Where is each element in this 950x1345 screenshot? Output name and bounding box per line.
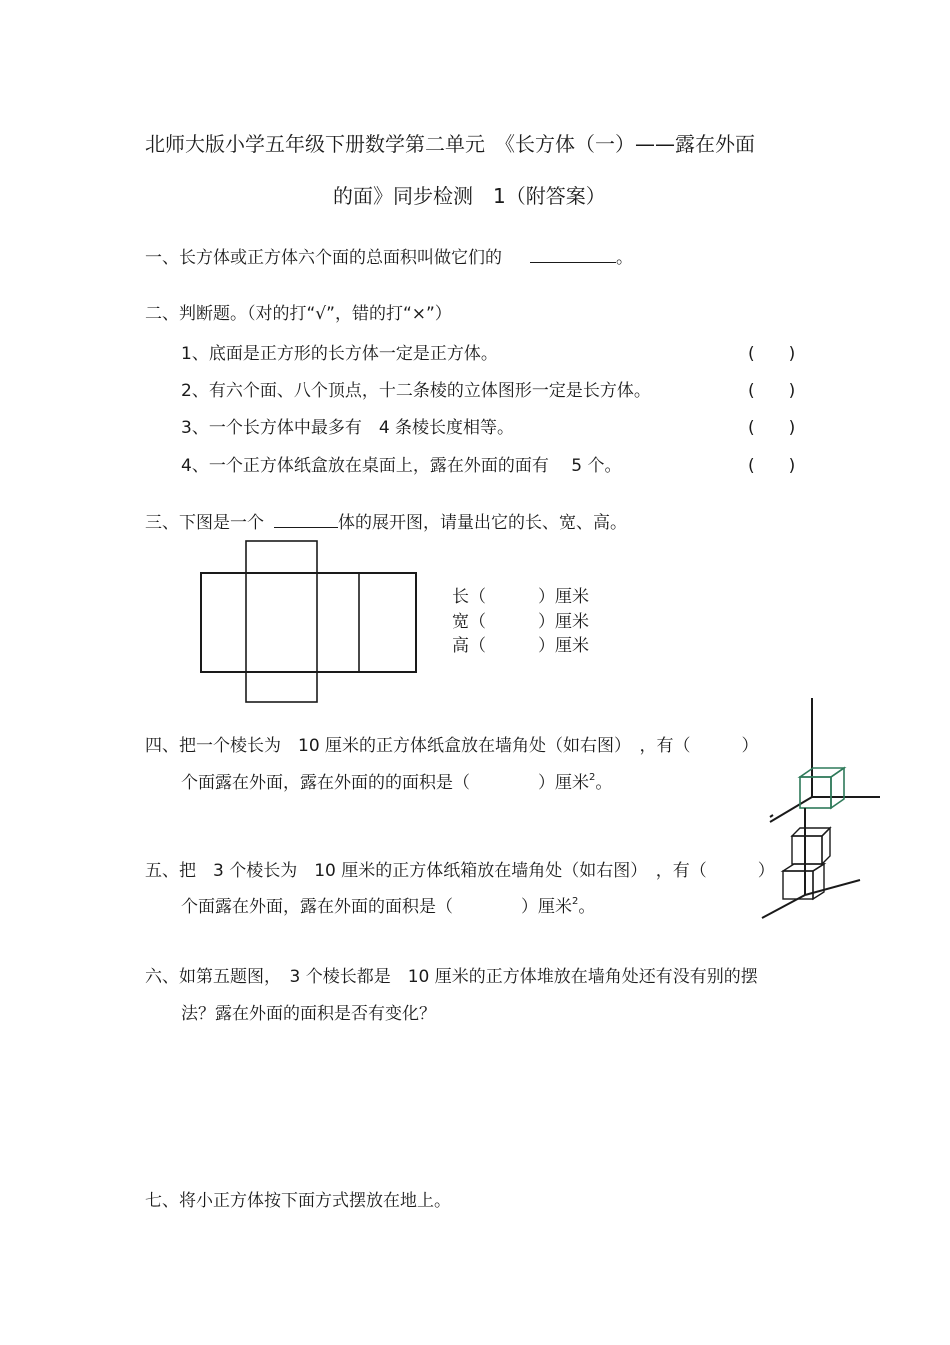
question-3-text-b: 体的展开图，请量出它的长、宽、高。: [338, 513, 627, 533]
page-title-line2: 的面》同步检测 1（附答案）: [333, 184, 606, 208]
question-4-line1: 四、把一个棱长为 10 厘米的正方体纸盒放在墙角处（如右图） ，有（ ）: [145, 736, 759, 756]
question-1-text: 一、长方体或正方体六个面的总面积叫做它们的: [145, 248, 502, 268]
question-5-line2: 个面露在外面，露在外面的面积是（ ）厘米$^2$。: [181, 896, 596, 917]
measure-length: 长（ ）厘米: [452, 587, 589, 607]
wall-corner-lines: [770, 698, 880, 822]
single-cube: [800, 768, 844, 808]
true-false-item: 4、一个正方体纸盒放在桌面上，露在外面的面有 5 个。: [181, 456, 622, 476]
question-2-heading: 二、判断题。（对的打“√”，错的打“×”）: [145, 304, 452, 324]
stacked-cubes: [783, 828, 830, 899]
question-6-line2: 法？露在外面的面积是否有变化？: [181, 1004, 436, 1024]
true-false-item: 3、一个长方体中最多有 4 条棱长度相等。: [181, 418, 515, 438]
true-false-item: 1、底面是正方形的长方体一定是正方体。: [181, 344, 498, 364]
question-3-text-a: 三、下图是一个: [145, 513, 264, 533]
page-title: 北师大版小学五年级下册数学第二单元 《长方体（一）——露在外面: [145, 132, 755, 156]
question-7: 七、将小正方体按下面方式摆放在地上。: [145, 1191, 451, 1211]
wall-corner-lines-lower: [762, 808, 860, 918]
answer-paren[interactable]: ( ): [748, 456, 796, 476]
true-false-item: 2、有六个面、八个顶点，十二条棱的立体图形一定是长方体。: [181, 381, 651, 401]
answer-paren[interactable]: ( ): [748, 418, 796, 438]
measure-width: 宽（ ）厘米: [452, 612, 589, 632]
question-4-line2: 个面露在外面，露在外面的的面积是（ ）厘米$^2$。: [181, 772, 613, 793]
answer-paren[interactable]: ( ): [748, 344, 796, 364]
question-5-line1: 五、把 3 个棱长为 10 厘米的正方体纸箱放在墙角处（如右图） ，有（ ）: [145, 861, 775, 881]
question-1-end: 。: [616, 248, 633, 268]
measure-height: 高（ ）厘米: [452, 636, 589, 656]
answer-paren[interactable]: ( ): [748, 381, 796, 401]
question-6-line1: 六、如第五题图， 3 个棱长都是 10 厘米的正方体堆放在墙角处还有没有别的摆: [145, 967, 758, 987]
